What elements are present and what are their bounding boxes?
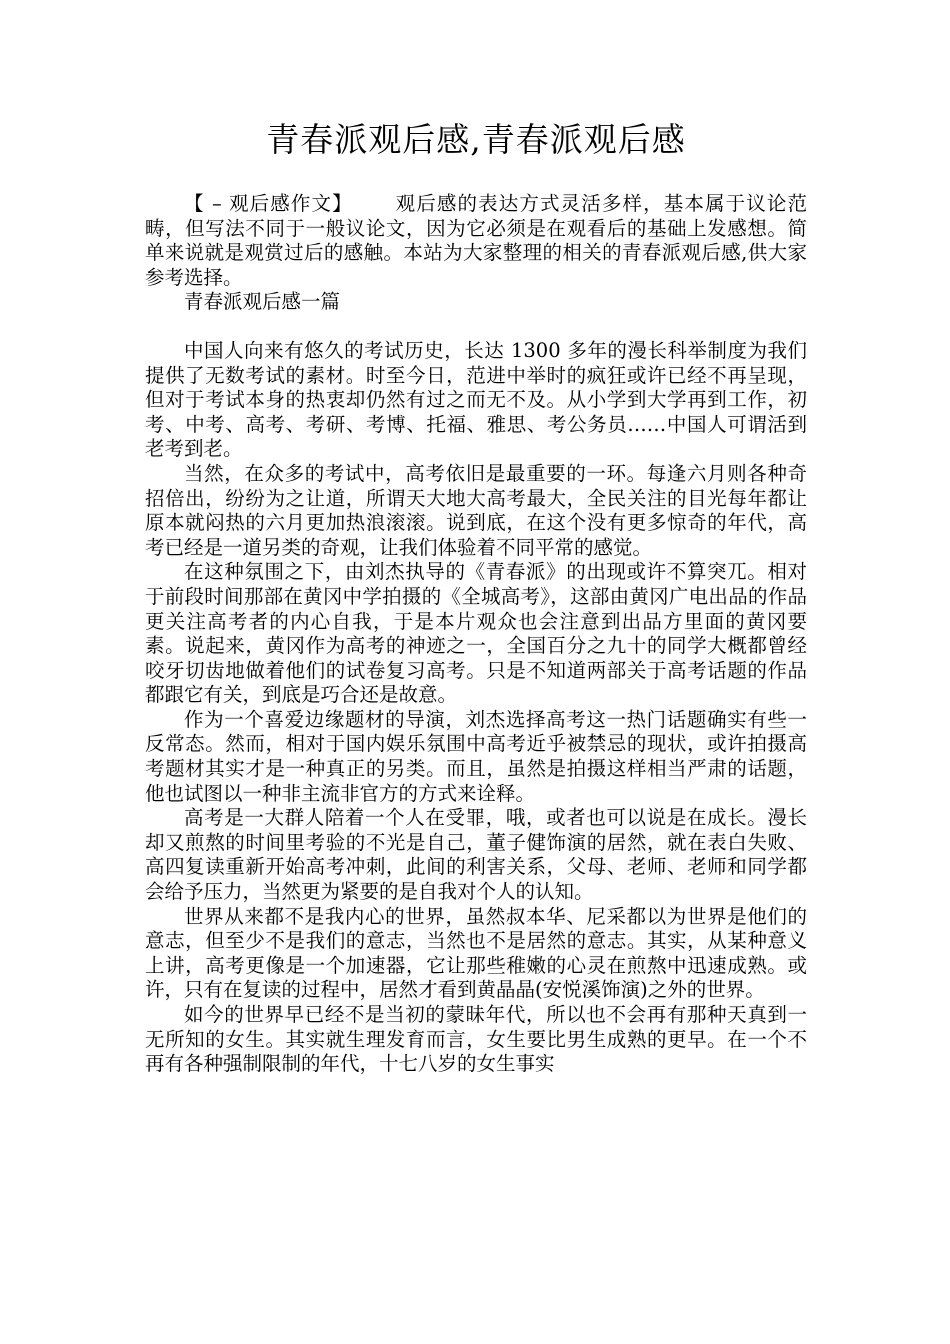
document-title: 青春派观后感,青春派观后感 bbox=[266, 120, 686, 159]
section-subheading: 青春派观后感一篇 bbox=[184, 290, 341, 314]
intro-text: 观后感的表达方式灵活多样，基本属于议论范畴，但写法不同于一般议论文，因为它必须是在观看后的基础上发感想。简单来说就是观赏过后的感触。本站为大家整理的相关的青春派观后感,供大家参考选择。 bbox=[145, 192, 807, 289]
body-paragraph: 如今的世界早已经不是当初的蒙昧年代，所以也不会再有那种天真到一无所知的女生。其实就生理发育而言，女生要比男生成熟的更早。在一个不再有各种强制限制的年代，十七八岁的女生事实 bbox=[145, 1003, 807, 1076]
body-paragraph: 高考是一大群人陪着一个人在受罪，哦，或者也可以说是在成长。漫长却又煎熬的时间里考验的不光是自己，董子健饰演的居然，就在表白失败、高四复读重新开始高考冲刺，此间的利害关系，父母、老师、老师和同学都会给予压力，当然更为紧要的是自我对个人的认知。 bbox=[145, 806, 807, 904]
body-paragraph: 在这种氛围之下，由刘杰执导的《青春派》的出现或许不算突兀。相对于前段时间那部在黄冈中学拍摄的《全城高考》，这部由黄冈广电出品的作品更关注高考者的内心自我，于是本片观众也会注意到出品方里面的黄冈要素。说起来，黄冈作为高考的神迹之一，全国百分之九十的同学大概都曾经咬牙切齿地做着他们的试卷复习高考。只是不知道两部关于高考话题的作品都跟它有关，到底是巧合还是故意。 bbox=[145, 560, 807, 707]
intro-paragraph bbox=[145, 192, 807, 290]
category-tag: 【 – 观后感作文】 bbox=[184, 192, 353, 215]
body-paragraph: 世界从来都不是我内心的世界，虽然叔本华、尼采都以为世界是他们的意志，但至少不是我们的意志，当然也不是居然的意志。其实，从某种意义上讲，高考更像是一个加速器，它让那些稚嫩的心灵在煎熬中迅速成熟。或许，只有在复读的过程中，居然才看到黄晶晶(安悦溪饰演)之外的世界。 bbox=[145, 904, 807, 1002]
body-paragraph: 作为一个喜爱边缘题材的导演，刘杰选择高考这一热门话题确实有些一反常态。然而，相对于国内娱乐氛围中高考近乎被禁忌的现状，或许拍摄高考题材其实才是一种真正的另类。而且，虽然是拍摄这样相当严肃的话题，他也试图以一种非主流非官方的方式来诠释。 bbox=[145, 707, 807, 805]
document-page bbox=[145, 118, 807, 1077]
body-paragraph: 当然，在众多的考试中，高考依旧是最重要的一环。每逢六月则各种奇招倍出，纷纷为之让道，所谓天大地大高考最大，全民关注的目光每年都让原本就闷热的六月更加热浪滚滚。说到底，在这个没有更多惊奇的年代，高考已经是一道另类的奇观，让我们体验着不同平常的感觉。 bbox=[145, 461, 807, 559]
body-paragraph: 中国人向来有悠久的考试历史，长达 1300 多年的漫长科举制度为我们提供了无数考试的素材。时至今日，范进中举时的疯狂或许已经不再呈现，但对于考试本身的热衷却仍然有过之而无不及。从小学到大学再到工作，初考、中考、高考、考研、考博、托福、雅思、考公务员……中国人可谓活到老考到老。 bbox=[145, 338, 807, 461]
